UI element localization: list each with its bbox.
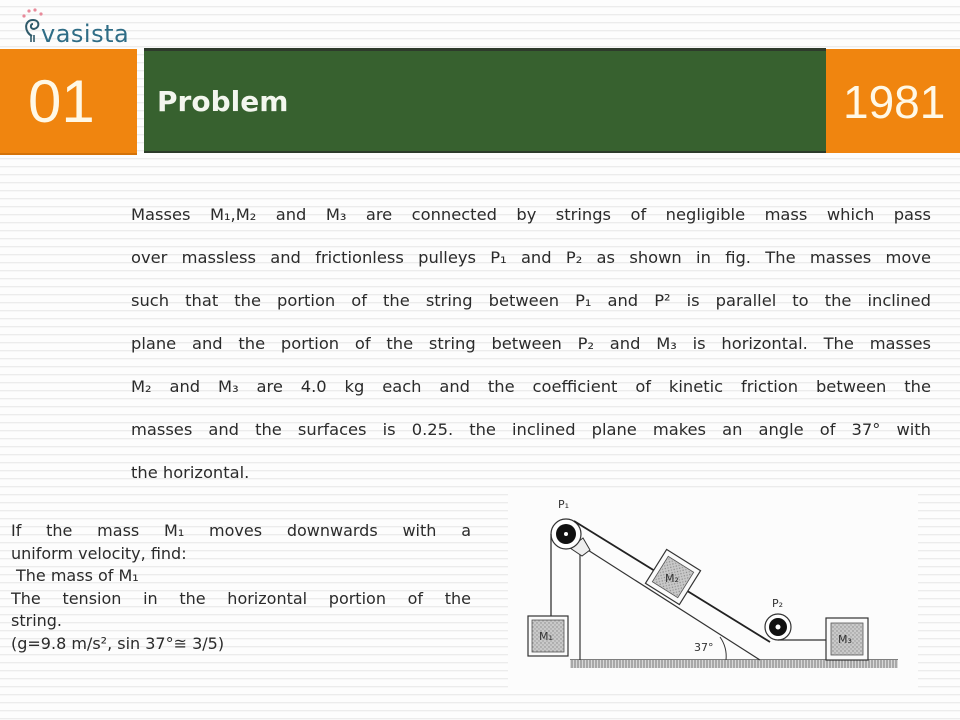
question-line: string. [11,611,63,630]
mass-3-label: M₃ [838,633,852,646]
pulley-incline-figure [508,490,918,690]
mass-1-label: M₁ [539,630,553,643]
year-label: 1981 [843,76,946,128]
problem-number-box [0,49,137,155]
question-item-tension: The tension in the horizontal portion of the [11,588,471,608]
problem-statement [131,193,931,494]
problem-line: M₂ and M₃ are 4.0 kg each and the coefficient of kinetic friction between the [131,377,931,396]
pulley-2 [765,614,791,640]
problem-number: 01 [28,68,95,135]
problem-line: the horizontal. [131,463,250,482]
problem-line: Masses M₁,M₂ and M₃ are connected by strings of negligible mass which pass [131,205,931,224]
page-title: Problem [157,85,289,118]
year-box [826,49,960,153]
problem-line: over massless and frictionless pulleys P₁ and P₂ as shown in fig. The masses move [131,248,931,267]
brand-name: vasista [41,20,130,48]
pulley-1-label: P₁ [558,498,570,511]
question-line: uniform velocity, find: [11,543,187,563]
given-values: (g=9.8 m/s², sin 37°≅ 3/5) [11,633,225,653]
mass-2-label: M₂ [665,572,679,585]
brand-logo [14,6,144,46]
question-line: If the mass M₁ moves downwards with a [11,521,471,540]
angle-label: 37° [694,641,714,654]
question-item-mass: The mass of M₁ [16,566,139,585]
problem-line: such that the portion of the string between P₁ and P² is parallel to the inclined [131,291,931,310]
ground [570,660,898,668]
title-bar [144,48,826,153]
problem-line: plane and the portion of the string between P₂ and M₃ is horizontal. The masses [131,334,931,353]
figure-diagram [508,490,918,690]
question-block [11,520,471,655]
problem-line: masses and the surfaces is 0.25. the inclined plane makes an angle of 37° with [131,420,931,439]
pulley-2-label: P₂ [772,597,784,610]
